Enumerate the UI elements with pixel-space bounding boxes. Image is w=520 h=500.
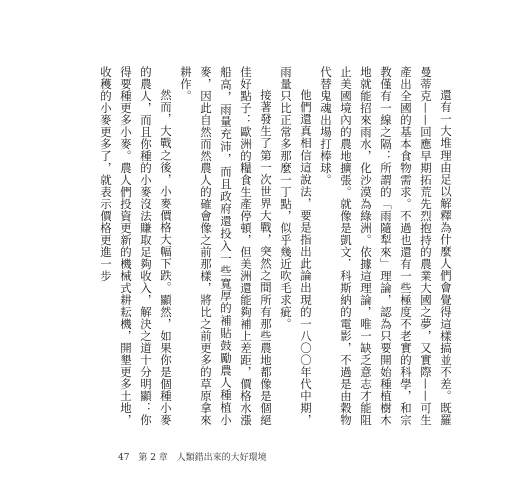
chapter-label: 第 2 章 (138, 453, 168, 463)
chapter-title: 人類錯出來的大好環境 (176, 453, 267, 463)
paragraph-4: 然而，大戰之後，小麥價格大幅下跌。顯然，如果你是個種小麥的農人，而且你種的小麥沒法賺取足夠收入，解決之道十分明顯：你得要種更多小麥。農人們投資更新的機械式耕耘機，開墾更多土地，收穫的小麥更多了，就表示價格更進一步 (99, 66, 173, 426)
paragraph-2: 他們還真相信這說法，要是指出此論出現的一八〇〇年代中期，雨量只比正常多那麼一丁點，似乎幾近吹毛求疵。 (279, 66, 313, 426)
paragraph-3: 接著發生了第一次世界大戰，突然之間所有那些農地都像是個絕佳好點子：歐洲的糧食生產停頓，但美洲還能夠補上差距，價格水漲船高，雨量充沛，而且政府還投入一些寬厚的補貼鼓勵農人種植小麥，因此自然而然農人的確會像之前那樣，將比之前更多的草原拿來耕作。 (179, 66, 273, 426)
body-text (56, 66, 456, 426)
page-footer (118, 450, 273, 463)
paragraph-1: 還有一大堆理由足以解釋為什麼人們會覺得這樣搞並不差。既羅曼蒂克——回應早期拓荒先烈抱持的農業大國之夢，又實際——可生產出全國的基本食物需求。不過也還有一些極度不老實的科學，和宗教僅有一線之隔：所謂的「雨隨犁來」理論，認為只要開始種植樹木地就能招來雨水，化沙漠為綠洲。依據這理論，唯一缺乏意志才能阻止美國境內的農地擴張。就像是凱文．科斯納的電影，不過是由穀物代替鬼魂出場打棒球。 (319, 66, 453, 426)
page-number: 47 (118, 453, 130, 463)
